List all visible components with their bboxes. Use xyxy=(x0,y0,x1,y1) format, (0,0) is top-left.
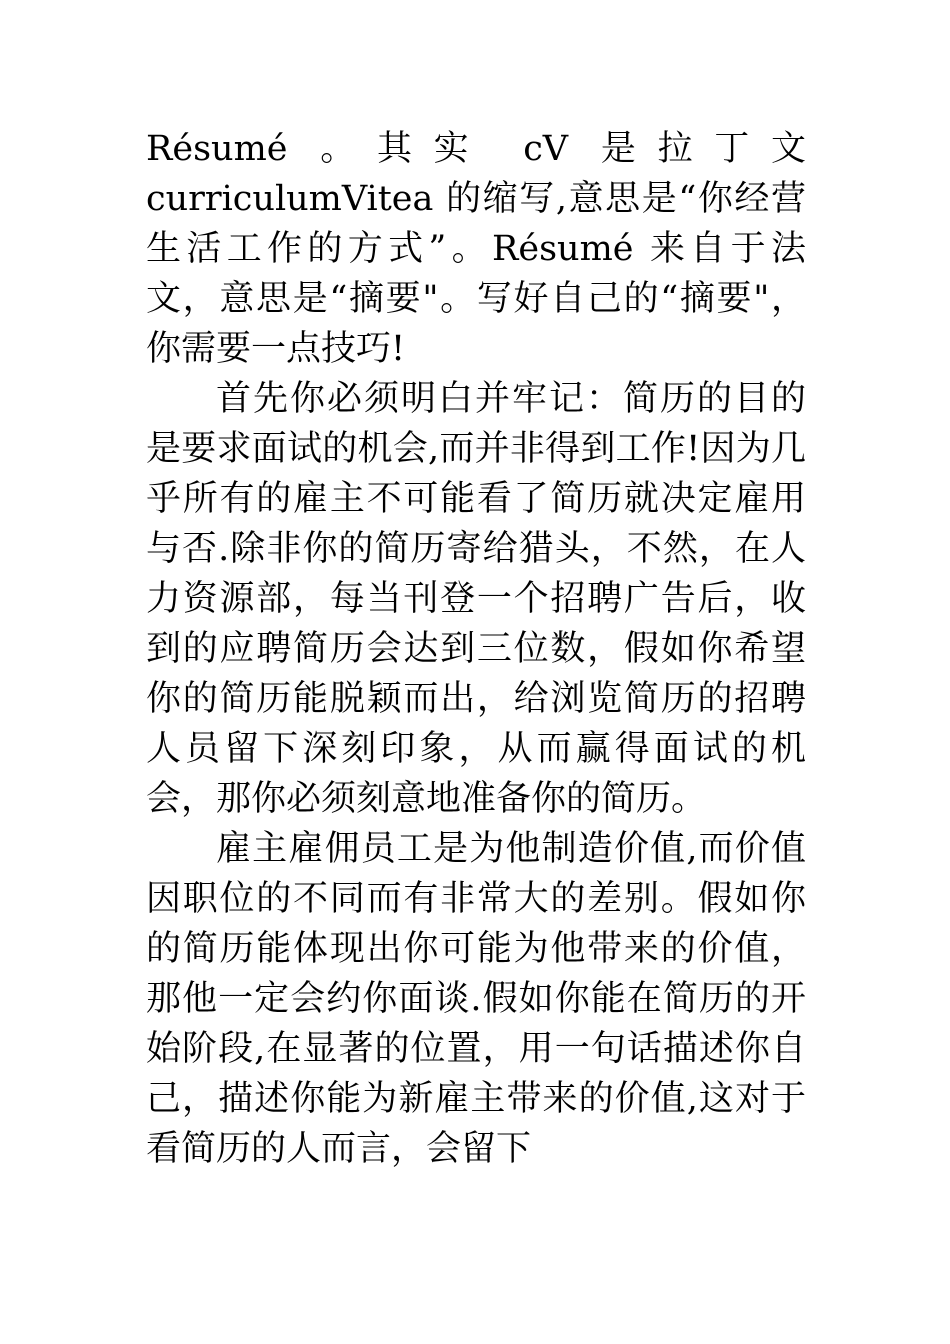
paragraph-resume-purpose: 首先你必须明白并牢记：简历的目的是要求面试的机会,而并非得到工作!因为几乎所有的雇主不可能看了简历就决定雇用与否.除非你的简历寄给猎头，不然，在人力资源部，每当刊登一个招聘广告后，收到的应聘简历会达到三位数，假如你希望你的简历能脱颖而出，给浏览简历的招聘人员留下深刻印象，从而赢得面试的机会，那你必须刻意地准备你的简历。 xyxy=(146,379,806,819)
paragraph-cv-definition: Résumé 。其实 cV 是拉丁文 curriculumVitea 的缩写,意思是“你经营生活工作的方式”。Résumé 来自于法文，意思是“摘要"。写好自己的“摘要"，你需要一点技巧! xyxy=(146,129,806,369)
body-text xyxy=(146,124,806,1174)
paragraph-employer-value: 雇主雇佣员工是为他制造价值,而价值因职位的不同而有非常大的差别。假如你的简历能体现出你可能为他带来的价值，那他一定会约你面谈.假如你能在简历的开始阶段,在显著的位置，用一句话描述你自己，描述你能为新雇主带来的价值,这对于看简历的人而言，会留下 xyxy=(146,829,806,1169)
